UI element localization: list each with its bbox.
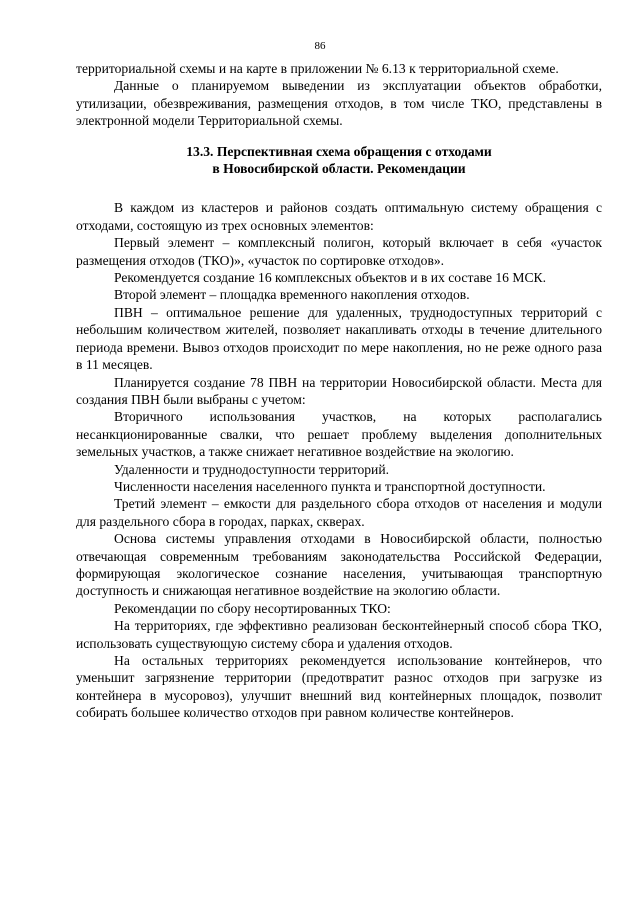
paragraph: В каждом из кластеров и районов создать оптимальную систему обращения с отходами, состоящую из трех основных элементов: <box>76 200 602 233</box>
paragraph: Данные о планируемом выведении из эксплуатации объектов обработки, утилизации, обезвреживания, размещения отходов, в том числе ТКО, представлены в электронной модели Территориальной схемы. <box>76 78 602 129</box>
paragraph: Удаленности и труднодоступности территорий. <box>114 461 389 477</box>
paragraph: На территориях, где эффективно реализован бесконтейнерный способ сбора ТКО, использовать существующую систему сбора и удаления отходов. <box>76 618 602 651</box>
paragraph: Рекомендации по сбору несортированных ТКО: <box>114 600 391 616</box>
paragraph: Основа системы управления отходами в Новосибирской области, полностью отвечающая современным требованиям законодательства Российской Федерации, формирующая экологическое сознание населения, учитывающая транспортную доступность и снижающая негативное воздействие на экологию области. <box>76 531 602 599</box>
page-content <box>76 60 602 722</box>
paragraph: Вторичного использования участков, на которых располагались несанкционированные свалки, что решает проблему выделения дополнительных земельных участков, а также снижает негативное воздействие на экологию. <box>76 409 602 460</box>
paragraph: Численности населения населенного пункта и транспортной доступности. <box>114 478 546 494</box>
paragraph: На остальных территориях рекомендуется использование контейнеров, что уменьшит загрязнение территории (предотвратит разнос отходов при загрузке из контейнера в мусоровоз), улучшит внешний вид контейнерных площадок, позволит собирать большее количество отходов при равном количестве контейнеров. <box>76 653 602 721</box>
section-heading <box>76 143 602 178</box>
section-heading-line: в Новосибирской области. Рекомендации <box>212 161 466 177</box>
paragraph: территориальной схемы и на карте в приложении № 6.13 к территориальной схеме. <box>76 61 559 76</box>
paragraph: Третий элемент – емкости для раздельного сбора отходов от населения и модули для раздельного сбора в городах, парках, скверах. <box>76 496 602 529</box>
paragraph: Первый элемент – комплексный полигон, который включает в себя «участок размещения отходов (ТКО)», «участок по сортировке отходов». <box>76 235 602 268</box>
paragraph: Планируется создание 78 ПВН на территории Новосибирской области. Места для создания ПВН были выбраны с учетом: <box>76 374 602 407</box>
section-heading-line: 13.3. Перспективная схема обращения с отходами <box>186 143 492 159</box>
paragraph: ПВН – оптимальное решение для удаленных, труднодоступных территорий с небольшим количеством жителей, позволяет накапливать отходы в течение длительного периода времени. Вывоз отходов происходит по мере накопления, но не реже одного раза в 11 месяцев. <box>76 304 602 373</box>
paragraph: Рекомендуется создание 16 комплексных объектов и в их составе 16 МСК. <box>114 270 546 286</box>
paragraph: Второй элемент – площадка временного накопления отходов. <box>114 287 470 303</box>
page-number: 86 <box>314 40 326 52</box>
